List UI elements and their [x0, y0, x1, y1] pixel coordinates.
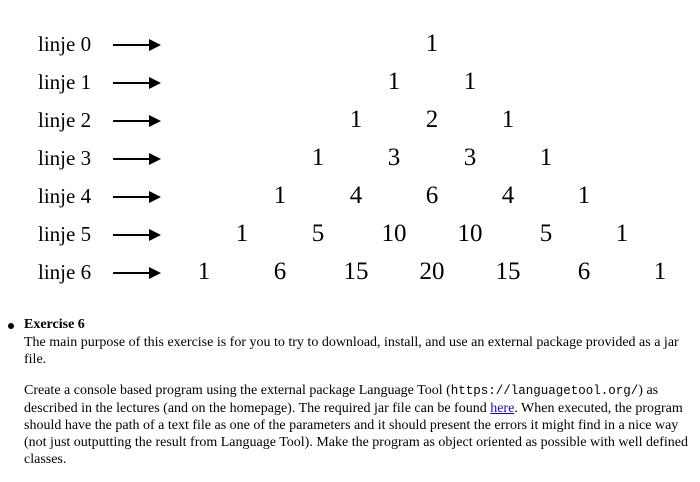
row-label: linje 2: [38, 108, 92, 132]
triangle-number: 1: [387, 68, 401, 95]
exercise-task-paragraph: [24, 382, 692, 468]
row-label: linje 6: [38, 260, 92, 284]
triangle-number: 5: [311, 220, 325, 247]
triangle-number: 15: [495, 258, 521, 285]
triangle-number: 10: [457, 220, 483, 247]
jar-download-link[interactable]: here: [490, 401, 515, 416]
row-label: linje 4: [38, 184, 92, 208]
bullet-icon: [8, 323, 14, 329]
triangle-number: 1: [615, 220, 629, 247]
triangle-number: 4: [501, 182, 515, 209]
exercise-title: Exercise 6: [24, 317, 85, 332]
triangle-number: 15: [343, 258, 369, 285]
row-label: linje 0: [38, 32, 92, 56]
triangle-number: 1: [235, 220, 249, 247]
triangle-number: 1: [197, 258, 211, 285]
triangle-number: 1: [539, 144, 553, 171]
arrow-right-icon: [113, 77, 161, 89]
triangle-number: 20: [419, 258, 445, 285]
triangle-number: 1: [349, 106, 363, 133]
triangle-number: 6: [577, 258, 591, 285]
arrow-right-icon: [113, 191, 161, 203]
triangle-number: 10: [381, 220, 407, 247]
triangle-number: 4: [349, 182, 363, 209]
languagetool-url: https://languagetool.org/: [450, 384, 639, 398]
triangle-number: 1: [273, 182, 287, 209]
triangle-number: 1: [311, 144, 325, 171]
arrow-right-icon: [113, 267, 161, 279]
triangle-number: 1: [501, 106, 515, 133]
row-label: linje 1: [38, 70, 92, 94]
triangle-number: 1: [463, 68, 477, 95]
triangle-number: 3: [387, 144, 401, 171]
exercise-purpose-paragraph: The main purpose of this exercise is for you to try to download, install, and use an external package provided as a jar file.: [24, 335, 679, 367]
arrow-right-icon: [113, 153, 161, 165]
triangle-number: 3: [463, 144, 477, 171]
arrow-right-icon: [113, 229, 161, 241]
arrow-right-icon: [113, 115, 161, 127]
triangle-number: 1: [577, 182, 591, 209]
arrow-right-icon: [113, 39, 161, 51]
triangle-number: 1: [425, 30, 439, 57]
row-label: linje 3: [38, 146, 92, 170]
triangle-number: 6: [273, 258, 287, 285]
row-label: linje 5: [38, 222, 92, 246]
task-text-part-1: Create a console based program using the external package Language Tool (: [24, 383, 451, 398]
triangle-number: 6: [425, 182, 439, 209]
triangle-number: 2: [425, 106, 439, 133]
task-text-part-3: . When executed, the program should have the path of a text file as one of the parameters and it should present the errors it might find in a nice way (not just outputting the result from Language Tool). Make the program as object oriented as possible with well defined classes.: [24, 401, 688, 467]
task-text-part-2: ) as described in the lectures (and on the homepage). The required jar file can be found: [24, 383, 659, 416]
triangle-number: 1: [653, 258, 667, 285]
triangle-number: 5: [539, 220, 553, 247]
